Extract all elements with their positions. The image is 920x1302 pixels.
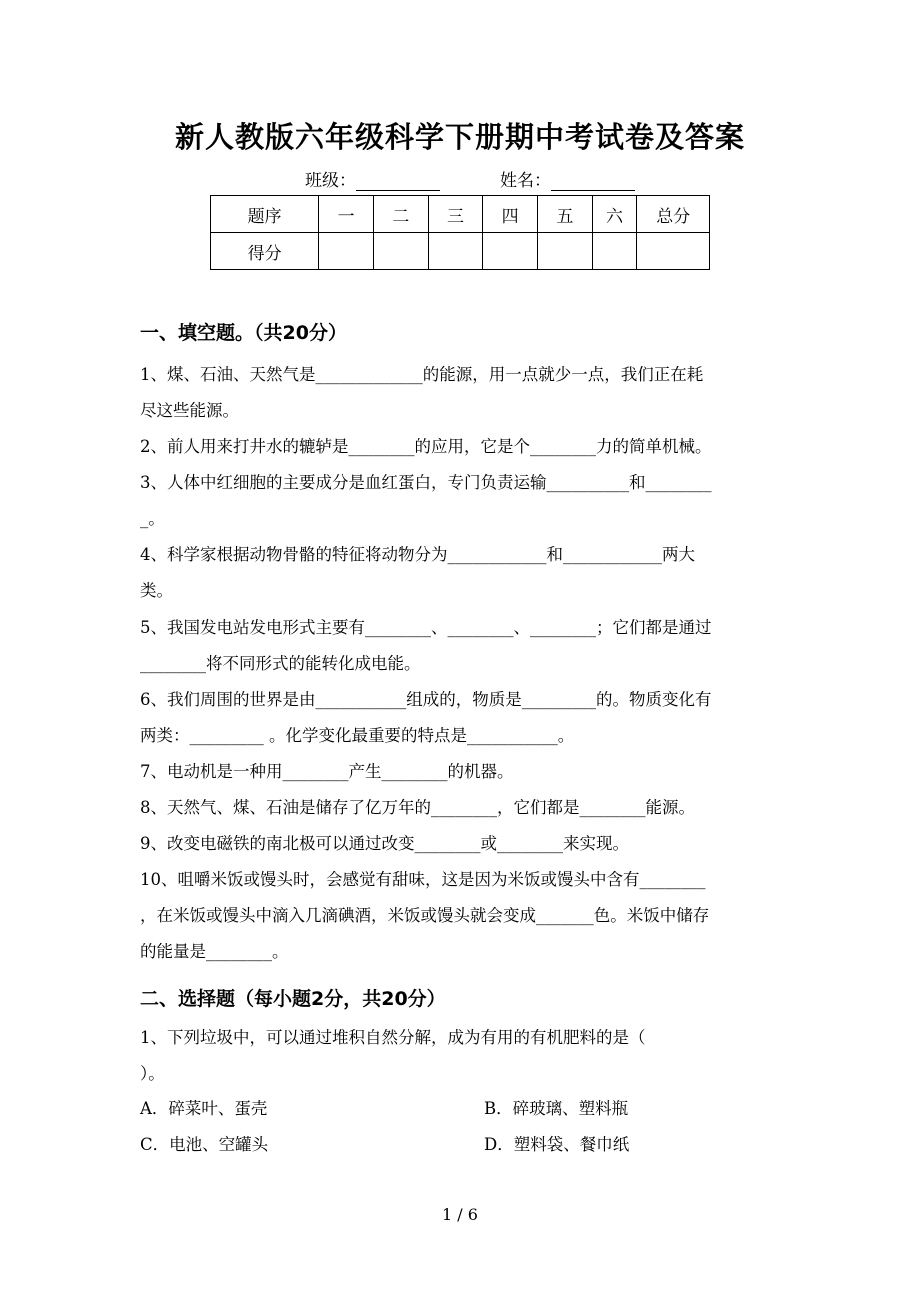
table-cell: 一 <box>319 196 374 233</box>
table-cell: 三 <box>428 196 483 233</box>
table-cell: 五 <box>537 196 592 233</box>
name-label: 姓名： <box>500 171 551 191</box>
page-number: 1 / 6 <box>442 1205 478 1224</box>
score-input-cell <box>637 233 710 270</box>
class-field <box>305 166 440 191</box>
score-input-cell <box>319 233 374 270</box>
table-cell: 题序 <box>211 196 319 233</box>
question-line: 2、前人用来打井水的辘轳是________的应用，它是个________力的简单机械。 <box>140 437 712 456</box>
question-line: ，在米饭或馒头中滴入几滴碘酒，米饭或馒头就会变成_______色。米饭中储存 <box>140 906 710 925</box>
question-line: 1、煤、石油、天然气是_____________的能源，用一点就少一点，我们正在耗 <box>140 365 704 384</box>
score-input-cell <box>592 233 637 270</box>
table-cell: 六 <box>592 196 637 233</box>
name-field <box>500 166 635 191</box>
option-c: C．电池、空罐头 <box>140 1135 269 1154</box>
question-line: 两类：_________ 。化学变化最重要的特点是___________。 <box>140 726 575 745</box>
question-line: 5、我国发电站发电形式主要有________、________、________；它们都是通过 <box>140 618 712 637</box>
name-blank <box>551 172 635 191</box>
question-line: 9、改变电磁铁的南北极可以通过改变________或________来实现。 <box>140 834 629 853</box>
table-cell: 总分 <box>637 196 710 233</box>
question-line: 尽这些能源。 <box>140 401 239 420</box>
class-blank <box>356 172 440 191</box>
score-table <box>210 195 710 270</box>
question-line: ________将不同形式的能转化成电能。 <box>140 654 421 673</box>
option-d: D．塑料袋、餐巾纸 <box>484 1135 630 1154</box>
option-a: A．碎菜叶、蛋壳 <box>140 1099 268 1118</box>
question-line: 4、科学家根据动物骨骼的特征将动物分为____________和____________两大 <box>140 545 695 564</box>
table-cell: 二 <box>373 196 428 233</box>
table-cell: 得分 <box>211 233 319 270</box>
question-line: 3、人体中红细胞的主要成分是血红蛋白，专门负责运输__________和________ <box>140 473 712 492</box>
question-line: ）。 <box>140 1064 165 1083</box>
score-input-cell <box>373 233 428 270</box>
table-cell: 四 <box>483 196 538 233</box>
score-input-cell <box>537 233 592 270</box>
question-line: 的能量是________。 <box>140 942 289 961</box>
question-line: 8、天然气、煤、石油是储存了亿万年的________，它们都是________能源。 <box>140 798 695 817</box>
page-title: 新人教版六年级科学下册期中考试卷及答案 <box>174 120 745 154</box>
score-table-score-row <box>211 233 710 270</box>
class-label: 班级： <box>305 171 356 191</box>
question-line: _。 <box>140 509 165 528</box>
question-line: 10、咀嚼米饭或馒头时，会感觉有甜味，这是因为米饭或馒头中含有________ <box>140 870 706 889</box>
question-line: 7、电动机是一种用________产生________的机器。 <box>140 762 514 781</box>
question-line: 1、下列垃圾中，可以通过堆积自然分解，成为有用的有机肥料的是（ <box>140 1028 646 1047</box>
score-table-header-row <box>211 196 710 233</box>
question-line: 6、我们周围的世界是由___________组成的，物质是_________的。物质变化有 <box>140 690 712 709</box>
score-input-cell <box>428 233 483 270</box>
section-heading: 二、选择题（每小题2分，共20分） <box>140 988 446 1010</box>
question-line: 类。 <box>140 581 173 600</box>
section-heading: 一、填空题。（共20分） <box>140 322 347 344</box>
score-input-cell <box>483 233 538 270</box>
option-b: B．碎玻璃、塑料瓶 <box>484 1099 629 1118</box>
